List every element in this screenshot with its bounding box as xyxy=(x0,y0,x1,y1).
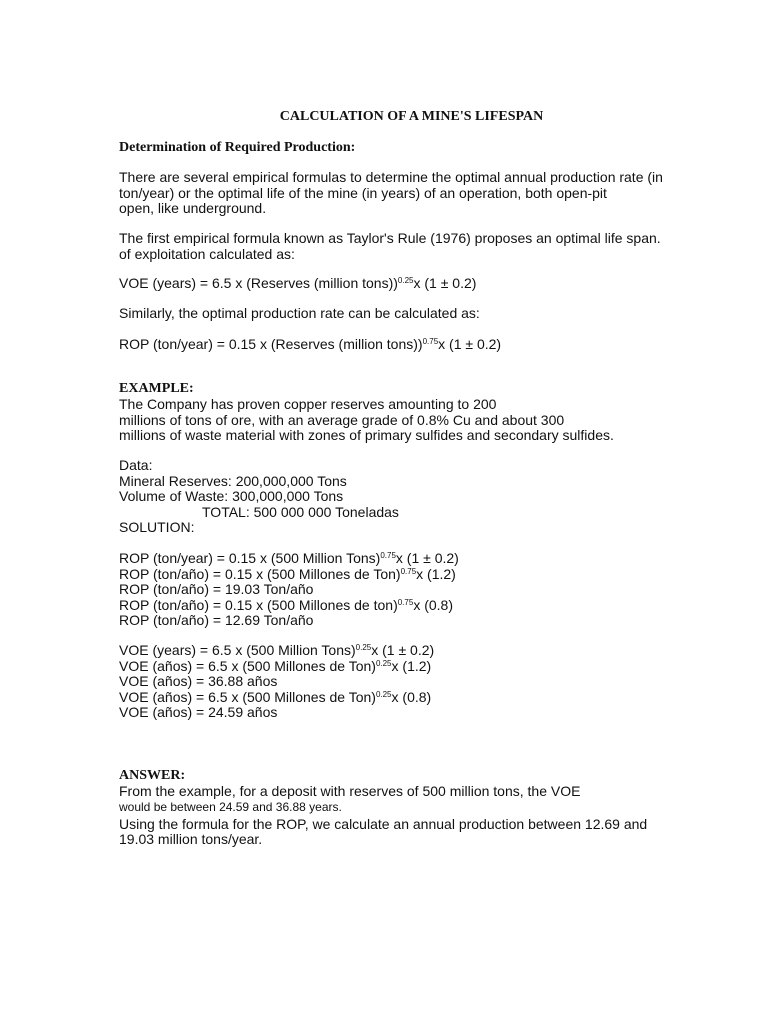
calc-line xyxy=(119,643,699,659)
data-label: Data: xyxy=(119,457,153,473)
formula-exponent: 0.25 xyxy=(355,643,372,652)
calc-line xyxy=(119,598,699,614)
formula-text: x (1.2) xyxy=(416,565,456,582)
text-line: Using the formula for the ROP, we calculate an annual production between 12.69 and xyxy=(119,815,648,832)
data-section xyxy=(119,458,699,536)
text-line: The first empirical formula known as Taylor's Rule (1976) proposes an optimal life span. xyxy=(119,230,661,246)
formula-text: x (1 ± 0.2) xyxy=(371,642,435,658)
rop-calculation xyxy=(119,551,699,629)
formula-exponent: 0.25 xyxy=(375,689,392,699)
formula-voe xyxy=(119,276,699,292)
formula-text: ROP (ton/año) = 0.15 x (500 Millones de ton) xyxy=(119,596,398,613)
formula-exponent: 0.75 xyxy=(380,551,396,560)
calc-line: ROP (ton/año) = 12.69 Ton/año xyxy=(119,612,314,628)
formula-text: x (1 ± 0.2) xyxy=(438,336,502,352)
similarly-text: Similarly, the optimal production rate can be calculated as: xyxy=(119,305,480,321)
formula-exponent: 0.25 xyxy=(397,276,414,285)
calc-line xyxy=(119,659,699,675)
text-line: of exploitation calculated as: xyxy=(119,245,295,262)
formula-text: VOE (años) = 6.5 x (500 Millones de Ton) xyxy=(119,657,376,674)
text-line: 19.03 million tons/year. xyxy=(119,831,263,847)
formula-exponent: 0.25 xyxy=(375,658,392,668)
voe-calculation xyxy=(119,643,699,721)
formula-text: VOE (años) = 6.5 x (500 Millones de Ton) xyxy=(119,688,376,705)
calc-line: VOE (años) = 36.88 años xyxy=(119,673,278,689)
solution-label: SOLUTION: xyxy=(119,519,195,535)
formula-text: ROP (ton/año) = 0.15 x (500 Millones de Ton) xyxy=(119,565,401,582)
text-line: millions of tons of ore, with an average grade of 0.8% Cu and about 300 xyxy=(119,411,565,428)
text-line: The Company has proven copper reserves amounting to 200 xyxy=(119,396,497,412)
example-heading: EXAMPLE: xyxy=(119,381,194,396)
example-paragraph xyxy=(119,397,699,444)
calc-line xyxy=(119,690,699,706)
text-line: There are several empirical formulas to determine the optimal annual production rate (in xyxy=(119,169,663,185)
formula-text: x (0.8) xyxy=(413,596,453,613)
formula-text: x (0.8) xyxy=(391,688,432,705)
text-line: would be between 24.59 and 36.88 years. xyxy=(119,799,342,814)
calc-line: ROP (ton/año) = 19.03 Ton/año xyxy=(119,581,314,597)
text-line: open, like underground. xyxy=(119,200,267,216)
formula-text: VOE (years) = 6.5 x (500 Million Tons) xyxy=(119,642,356,658)
intro-paragraph xyxy=(119,170,699,217)
formula-text: x (1.2) xyxy=(391,657,432,674)
page-title: CALCULATION OF A MINE'S LIFESPAN xyxy=(279,109,544,124)
formula-exponent: 0.75 xyxy=(400,566,417,576)
formula-exponent: 0.75 xyxy=(397,597,414,607)
text-line: millions of waste material with zones of primary sulfides and secondary sulfides. xyxy=(119,427,614,443)
formula-text: x (1 ± 0.2) xyxy=(395,550,459,566)
formula-exponent: 0.75 xyxy=(422,337,439,346)
calc-line: VOE (años) = 24.59 años xyxy=(119,704,278,720)
formula-text: ROP (ton/year) = 0.15 x (Reserves (million tons)) xyxy=(119,336,423,352)
total-line: TOTAL: 500 000 000 Toneladas xyxy=(202,503,399,520)
formula-text: VOE (years) = 6.5 x (Reserves (million tons)) xyxy=(119,275,398,291)
formula-text: x (1 ± 0.2) xyxy=(413,275,477,291)
waste-volume: Volume of Waste: 300,000,000 Tons xyxy=(119,488,344,504)
mineral-reserves: Mineral Reserves: 200,000,000 Tons xyxy=(119,472,347,489)
answer-paragraph xyxy=(119,784,699,848)
text-line: From the example, for a deposit with reserves of 500 million tons, the VOE xyxy=(119,783,581,799)
text-line: ton/year) or the optimal life of the mine (in years) of an operation, both open-pit xyxy=(119,184,607,201)
answer-heading: ANSWER: xyxy=(119,768,186,783)
section-heading: Determination of Required Production: xyxy=(119,140,356,155)
calc-line xyxy=(119,567,699,583)
taylor-paragraph xyxy=(119,231,699,262)
formula-text: ROP (ton/year) = 0.15 x (500 Million Tons) xyxy=(119,550,381,566)
formula-rop xyxy=(119,337,699,353)
calc-line xyxy=(119,551,699,567)
